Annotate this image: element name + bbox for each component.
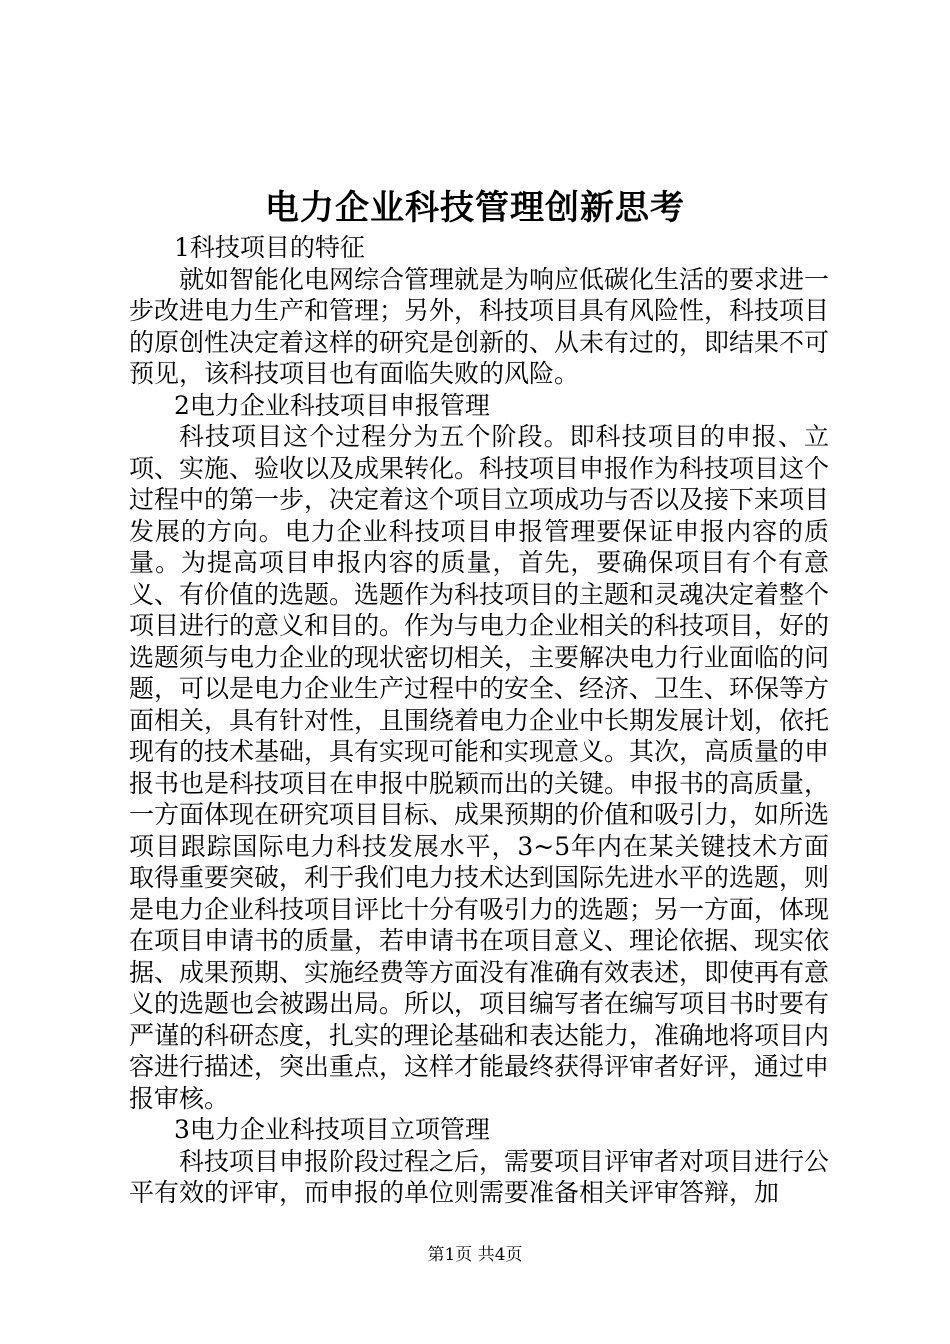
section-heading: 1科技项目的特征 <box>174 233 365 262</box>
body-paragraph: 科技项目申报阶段过程之后，需要项目评审者对项目进行公平有效的评审，而申报的单位则需要准备相关评审答辩，加 <box>129 1146 830 1207</box>
section-heading: 2电力企业科技项目申报管理 <box>174 390 490 420</box>
document-title: 电力企业科技管理创新思考 <box>265 188 685 228</box>
section-heading: 3电力企业科技项目立项管理 <box>174 1115 490 1144</box>
document-body <box>129 232 829 1209</box>
page-footer: 第1页 共4页 <box>427 1245 523 1265</box>
body-paragraph: 就如智能化电网综合管理就是为响应低碳化生活的要求进一步改进电力生产和管理；另外，科技项目具有风险性，科技项目的原创性决定着这样的研究是创新的、从未有过的，即结果不可预见，该科技项目也有面临失败的风险。 <box>129 264 830 388</box>
body-paragraph: 科技项目这个过程分为五个阶段。即科技项目的申报、立项、实施、验收以及成果转化。科技项目申报作为科技项目这个过程中的第一步，决定着这个项目立项成功与否以及接下来项目发展的方向。电力企业科技项目申报管理要保证申报内容的质量。为提高项目申报内容的质量，首先，要确保项目有个有意义、有价值的选题。选题作为科技项目的主题和灵魂决定着整个项目进行的意义和目的。作为与电力企业相关的科技项目，好的选题须与电力企业的现状密切相关，主要解决电力行业面临的问题，可以是电力企业生产过程中的安全、经济、卫生、环保等方面相关，具有针对性，且围绕着电力企业中长期发展计划，依托现有的技术基础，具有实现可能和实现意义。其次，高质量的申报书也是科技项目在申报中脱颖而出的关键。申报书的高质量，一方面体现在研究项目目标、成果预期的价值和吸引力，如所选项目跟踪国际电力科技发展水平，3~5年内在某关键技术方面取得重要突破，利于我们电力技术达到国际先进水平的选题，则是电力企业科技项目评比十分有吸引力的选题；另一方面，体现在项目申请书的质量，若申请书在项目意义、理论依据、现实依据、成果预期、实施经费等方面没有准确有效表述，即使再有意义的选题也会被踢出局。所以，项目编写者在编写项目书时要有严谨的科研态度，扎实的理论基础和表达能力，准确地将项目内容进行描述，突出重点，这样才能最终获得评审者好评，通过申报审核。 <box>129 422 830 1113</box>
